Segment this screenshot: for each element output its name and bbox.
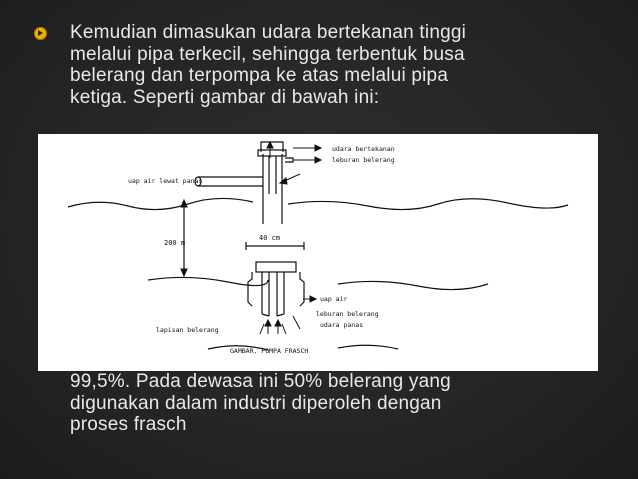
figure-caption: GAMBAR. POMPA FRASCH [230, 347, 309, 355]
label-udara-panas: udara panas [320, 321, 364, 329]
label-udara-bertekanan: udara bertekanan [332, 145, 395, 153]
bottom-paragraph-line: 99,5%. Pada dewasa ini 50% belerang yang [70, 371, 451, 392]
label-uap-air-lewat-panas: uap air lewat panas [128, 177, 203, 185]
sulfur-layer-line-left [148, 277, 268, 285]
label-depth: 200 m [164, 239, 186, 247]
label-uap-air: uap air [320, 295, 348, 303]
ground-surface-line-right [288, 199, 568, 210]
bottom-paragraph-line: proses frasch [70, 414, 187, 435]
frasch-pump-figure [38, 134, 598, 371]
top-paragraph-line: ketiga. Seperti gambar di bawah ini: [70, 86, 380, 108]
bottom-paragraph [70, 371, 610, 436]
top-paragraph [70, 22, 610, 108]
ground-surface-line-left [68, 198, 253, 209]
sulfur-layer-line-right [338, 281, 488, 289]
top-paragraph-line: melalui pipa terkecil, sehingga terbentuk busa [70, 43, 465, 65]
label-leburan-belerang-bottom: leburan belerang [316, 310, 379, 318]
bottom-paragraph-line: digunakan dalam industri diperoleh dengan [70, 392, 442, 414]
sulfur-bottom-line-right [338, 345, 398, 349]
top-paragraph-line: Kemudian dimasukan udara bertekanan tinggi [70, 22, 467, 43]
label-leburan-belerang-top: leburan belerang [332, 156, 395, 164]
bullet-icon [34, 27, 47, 40]
label-lapisan-belerang: lapisan belerang [156, 326, 219, 334]
frasch-pump-diagram [38, 134, 598, 371]
top-paragraph-line: belerang dan terpompa ke atas melalui pipa [70, 65, 449, 86]
label-width: 40 cm [259, 234, 281, 242]
